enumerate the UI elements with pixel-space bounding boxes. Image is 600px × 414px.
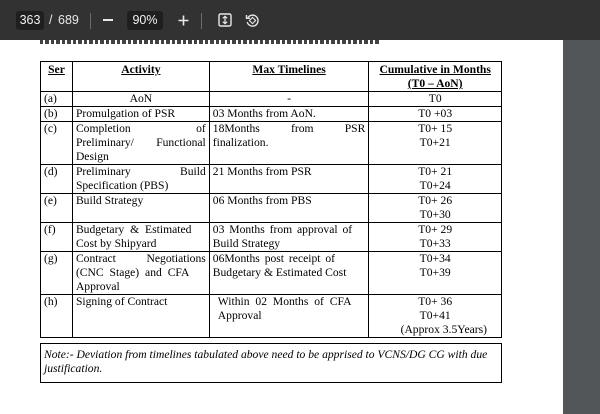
- zoom-level[interactable]: 90%: [127, 11, 163, 30]
- row-cumulative: T0+ 29 T0+33: [369, 223, 502, 252]
- table-row: [41, 107, 502, 122]
- toolbar-divider: [201, 13, 202, 29]
- row-ser: (f): [41, 223, 73, 252]
- minus-icon: [103, 19, 113, 21]
- plus-icon: [178, 15, 189, 26]
- row-activity: Budgetary & Estimated Cost by Shipyard: [72, 223, 209, 252]
- table-row: [41, 223, 502, 252]
- row-ser: (a): [41, 92, 73, 107]
- table-row: [41, 92, 502, 107]
- total-pages: 689: [58, 13, 79, 27]
- row-max-timeline: 06Months post receipt of Budgetary & Estimated Cost: [209, 252, 369, 295]
- rotate-icon: [245, 13, 260, 28]
- row-cumulative: T0+34 T0+39: [369, 252, 502, 295]
- row-activity: AoN: [72, 92, 209, 107]
- header-max-timelines: Max Timelines: [209, 62, 369, 92]
- row-cumulative: T0 +03: [369, 107, 502, 122]
- row-ser: (d): [41, 165, 73, 194]
- header-cumulative: Cumulative in Months (T0 – AoN): [369, 62, 502, 92]
- row-activity: Signing of Contract: [72, 295, 209, 338]
- page-separator: /: [49, 13, 53, 27]
- row-ser: (h): [41, 295, 73, 338]
- table-row: [41, 194, 502, 223]
- row-cumulative: T0+ 21 T0+24: [369, 165, 502, 194]
- zoom-in-button[interactable]: [172, 9, 194, 31]
- row-activity: Promulgation of PSR: [72, 107, 209, 122]
- row-max-timeline: Within 02 Months of CFA Approval: [209, 295, 369, 338]
- fit-page-icon: [218, 13, 232, 27]
- row-max-timeline: 18Months from PSR finalization.: [209, 122, 369, 165]
- scroll-gutter[interactable]: [563, 40, 600, 414]
- row-ser: (g): [41, 252, 73, 295]
- row-activity: Preliminary Build Specification (PBS): [72, 165, 209, 194]
- cropped-text-line: [40, 40, 380, 45]
- row-max-timeline: -: [209, 92, 369, 107]
- row-cumulative: T0+ 36 T0+41 (Approx 3.5Years): [369, 295, 502, 338]
- row-max-timeline: 21 Months from PSR: [209, 165, 369, 194]
- row-cumulative: T0+ 15 T0+21: [369, 122, 502, 165]
- row-ser: (b): [41, 107, 73, 122]
- page-number-input[interactable]: 363: [16, 11, 44, 30]
- row-activity: Completion of Preliminary/ Functional Design: [72, 122, 209, 165]
- document-page: [0, 40, 563, 414]
- row-max-timeline: 03 Months from AoN.: [209, 107, 369, 122]
- pdf-toolbar: [0, 0, 600, 40]
- table-row: [41, 122, 502, 165]
- zoom-out-button[interactable]: [97, 9, 119, 31]
- deviation-note: Note:- Deviation from timelines tabulated above need to be apprised to VCNS/DG CG with due justification.: [40, 343, 502, 383]
- row-max-timeline: 03 Months from approval of Build Strategy: [209, 223, 369, 252]
- row-cumulative: T0: [369, 92, 502, 107]
- row-activity: Contract Negotiations (CNC Stage) and CFA Approval: [72, 252, 209, 295]
- table-row: [41, 295, 502, 338]
- table-row: [41, 165, 502, 194]
- timeline-table: [40, 61, 502, 338]
- row-activity: Build Strategy: [72, 194, 209, 223]
- header-ser: Ser: [41, 62, 73, 92]
- rotate-button[interactable]: [241, 9, 263, 31]
- row-ser: (e): [41, 194, 73, 223]
- header-activity: Activity: [72, 62, 209, 92]
- toolbar-divider: [90, 13, 91, 29]
- table-row: [41, 252, 502, 295]
- row-max-timeline: 06 Months from PBS: [209, 194, 369, 223]
- row-ser: (c): [41, 122, 73, 165]
- fit-page-button[interactable]: [214, 9, 236, 31]
- row-cumulative: T0+ 26 T0+30: [369, 194, 502, 223]
- table-header-row: [41, 62, 502, 92]
